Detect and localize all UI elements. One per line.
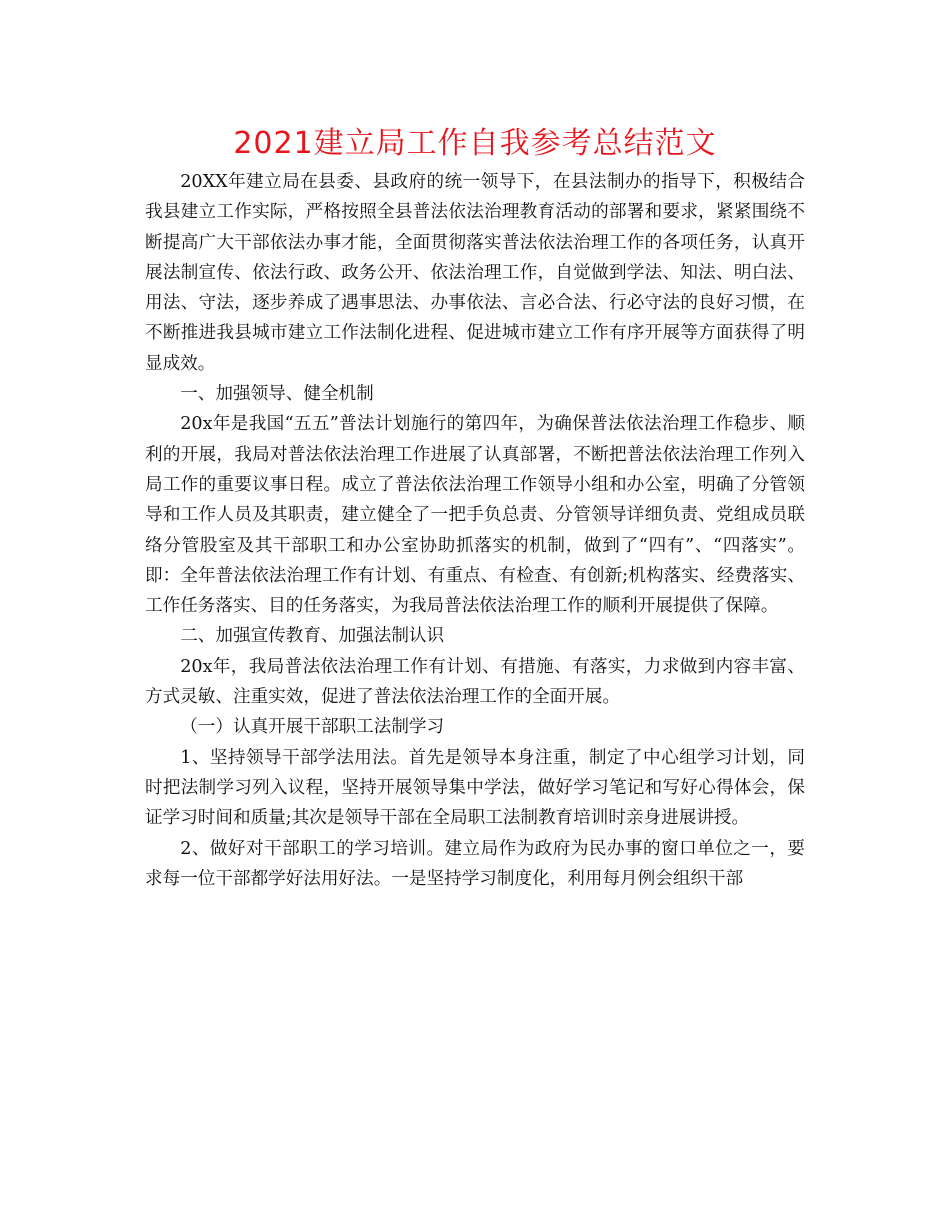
section-heading-1: 一、加强领导、健全机制 bbox=[180, 384, 374, 405]
section-1-paragraph: 20x年是我国“五五”普法计划施行的第四年，为确保普法依法治理工作稳步、顺利的开展，我局对普法依法治理工作进展了认真部署，不断把普法依法治理工作列入局工作的重要议事日程。成立了普法依法治理工作领导小组和办公室，明确了分管领导和工作人员及其职责，建立健全了一把手负总责、分管领导详细负责、党组成员联络分管股室及其干部职工和办公室协助抓落实的机制，做到了“四有”、“四落实”。即：全年普法依法治理工作有计划、有重点、有检查、有创新;机构落实、经费落实、工作任务落实、目的任务落实，为我局普法依法治理工作的顺利开展提供了保障。 bbox=[145, 414, 805, 617]
intro-paragraph: 20XX年建立局在县委、县政府的统一领导下，在县法制办的指导下，积极结合我县建立工作实际，严格按照全县普法依法治理教育活动的部署和要求，紧紧围绕不断提高广大干部依法办事才能，全面贯彻落实普法依法治理工作的各项任务，认真开展法制宣传、依法行政、政务公开、依法治理工作，自觉做到学法、知法、明白法、用法、守法，逐步养成了遇事思法、办事依法、言必合法、行必守法的良好习惯，在不断推进我县城市建立工作法制化进程、促进城市建立工作有序开展等方面获得了明显成效。 bbox=[145, 172, 805, 374]
item-2-paragraph: 2、做好对干部职工的学习培训。建立局作为政府为民办事的窗口单位之一，要求每一位干部都学好法用好法。一是坚持学习制度化，利用每月例会组织干部 bbox=[145, 838, 805, 889]
document-title: 2021建立局工作自我参考总结范文 bbox=[233, 126, 717, 161]
section-2-paragraph: 20x年，我局普法依法治理工作有计划、有措施、有落实，力求做到内容丰富、方式灵敏、注重实效，促进了普法依法治理工作的全面开展。 bbox=[145, 656, 805, 708]
item-1-paragraph: 1、坚持领导干部学法用法。首先是领导本身注重，制定了中心组学习计划，同时把法制学习列入议程，坚持开展领导集中学法，做好学习笔记和写好心得体会，保证学习时间和质量;其次是领导干部在全局职工法制教育培训时亲身进展讲授。 bbox=[145, 747, 805, 829]
section-heading-2: 二、加强宣传教育、加强法制认识 bbox=[180, 626, 445, 647]
document-body bbox=[145, 167, 805, 894]
subsection-heading-1: （一）认真开展干部职工法制学习 bbox=[180, 717, 445, 738]
